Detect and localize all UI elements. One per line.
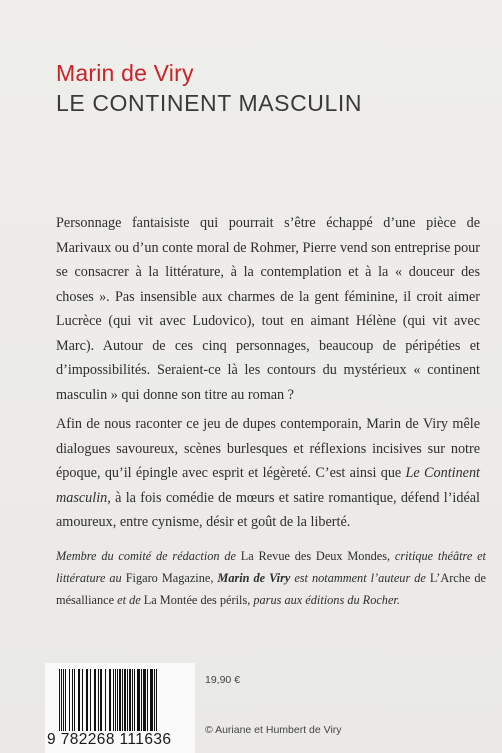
barcode-bar [94,669,96,731]
bio-text: est notamment l’auteur de [290,571,430,585]
barcode-bar [127,669,128,731]
barcode-bar [59,669,60,731]
barcode-bar [113,669,114,731]
photo-credit: © Auriane et Humbert de Viry [205,724,342,736]
barcode-bar [141,669,142,731]
author-name: Marin de Viry [56,60,194,86]
barcode-bar [61,669,62,731]
blurb-text: Afin de nous raconter ce jeu de dupes contemporain, Marin de Viry mêle dialogues savoureux, scènes burlesques et réflexions incisives sur notre époque, qu’il épingle avec esprit et légèreté. C’est ainsi que [56,416,480,481]
publication-name: Figaro Magazine [125,571,211,585]
blurb-text: , à la fois comédie de mœurs et satire romantique, défend l’idéal amoureux, entre cynisme, désir et goût de la liberté. [56,489,480,530]
barcode-bar [105,669,106,731]
bio-text: , parus aux éditions du Rocher. [247,593,400,607]
barcode-bar [119,669,121,731]
barcode [45,663,195,753]
barcode-bar [78,669,80,731]
barcode-bar [65,669,66,731]
barcode-bar [82,669,83,731]
barcode-bar [86,669,88,731]
isbn-number: 9 782268 111636 [47,731,172,748]
barcode-bars [57,669,183,733]
barcode-bar [129,669,131,731]
barcode-bar [74,669,75,731]
barcode-bar [132,669,133,731]
barcode-bar [154,669,155,731]
barcode-bar [109,669,111,731]
barcode-bar [100,669,102,731]
barcode-bar [115,669,116,731]
book-title: LE CONTINENT MASCULIN [56,90,363,116]
barcode-bar [150,669,153,731]
barcode-bar [69,669,70,731]
barcode-bar [90,669,91,731]
barcode-bar [122,669,123,731]
price: 19,90 € [205,674,241,686]
barcode-bar [98,669,99,731]
barcode-bar [147,669,148,731]
blurb-paragraph-1: Personnage fantaisiste qui pourrait s’être échappé d’une pièce de Marivaux ou d’un conte moral de Rohmer, Pierre vend son entreprise pour se consacrer à la littérature, à la contemplation et à la « douceur des choses ». Pas insensible aux charmes de la gent féminine, il croit aimer Lucrèce (qui vit avec Ludovico), tout en aimant Hélène (qui vit avec Marc). Autour de ces cinq personnages, beaucoup de péripéties et d’impossibilités. Seraient-ce là les contours du mystérieux « continent masculin » qui donne son titre au roman ? [56,215,480,403]
author-bio [56,545,486,611]
barcode-bar [72,669,73,731]
book-reference: La Montée des périls [143,593,248,607]
publication-name: La Revue des Deux Mondes [240,549,387,563]
barcode-bar [137,669,140,731]
book-reference: L’Arche de mésalliance [56,571,486,607]
blurb-paragraph-2 [56,412,480,535]
author-name-bold: Marin de Viry [217,571,291,585]
barcode-bar [124,669,126,731]
book-title-reference: Le Continent masculin [56,465,481,506]
barcode-bar [117,669,118,731]
bio-text: , [210,571,218,585]
barcode-bar [143,669,146,731]
bio-text: , critique théâtre et littérature au [56,549,486,585]
bio-text: Membre du comité de rédaction de [56,549,241,563]
bio-text: et de [114,593,144,607]
barcode-bar [63,669,64,731]
barcode-bar [156,669,157,731]
barcode-bar [134,669,135,731]
